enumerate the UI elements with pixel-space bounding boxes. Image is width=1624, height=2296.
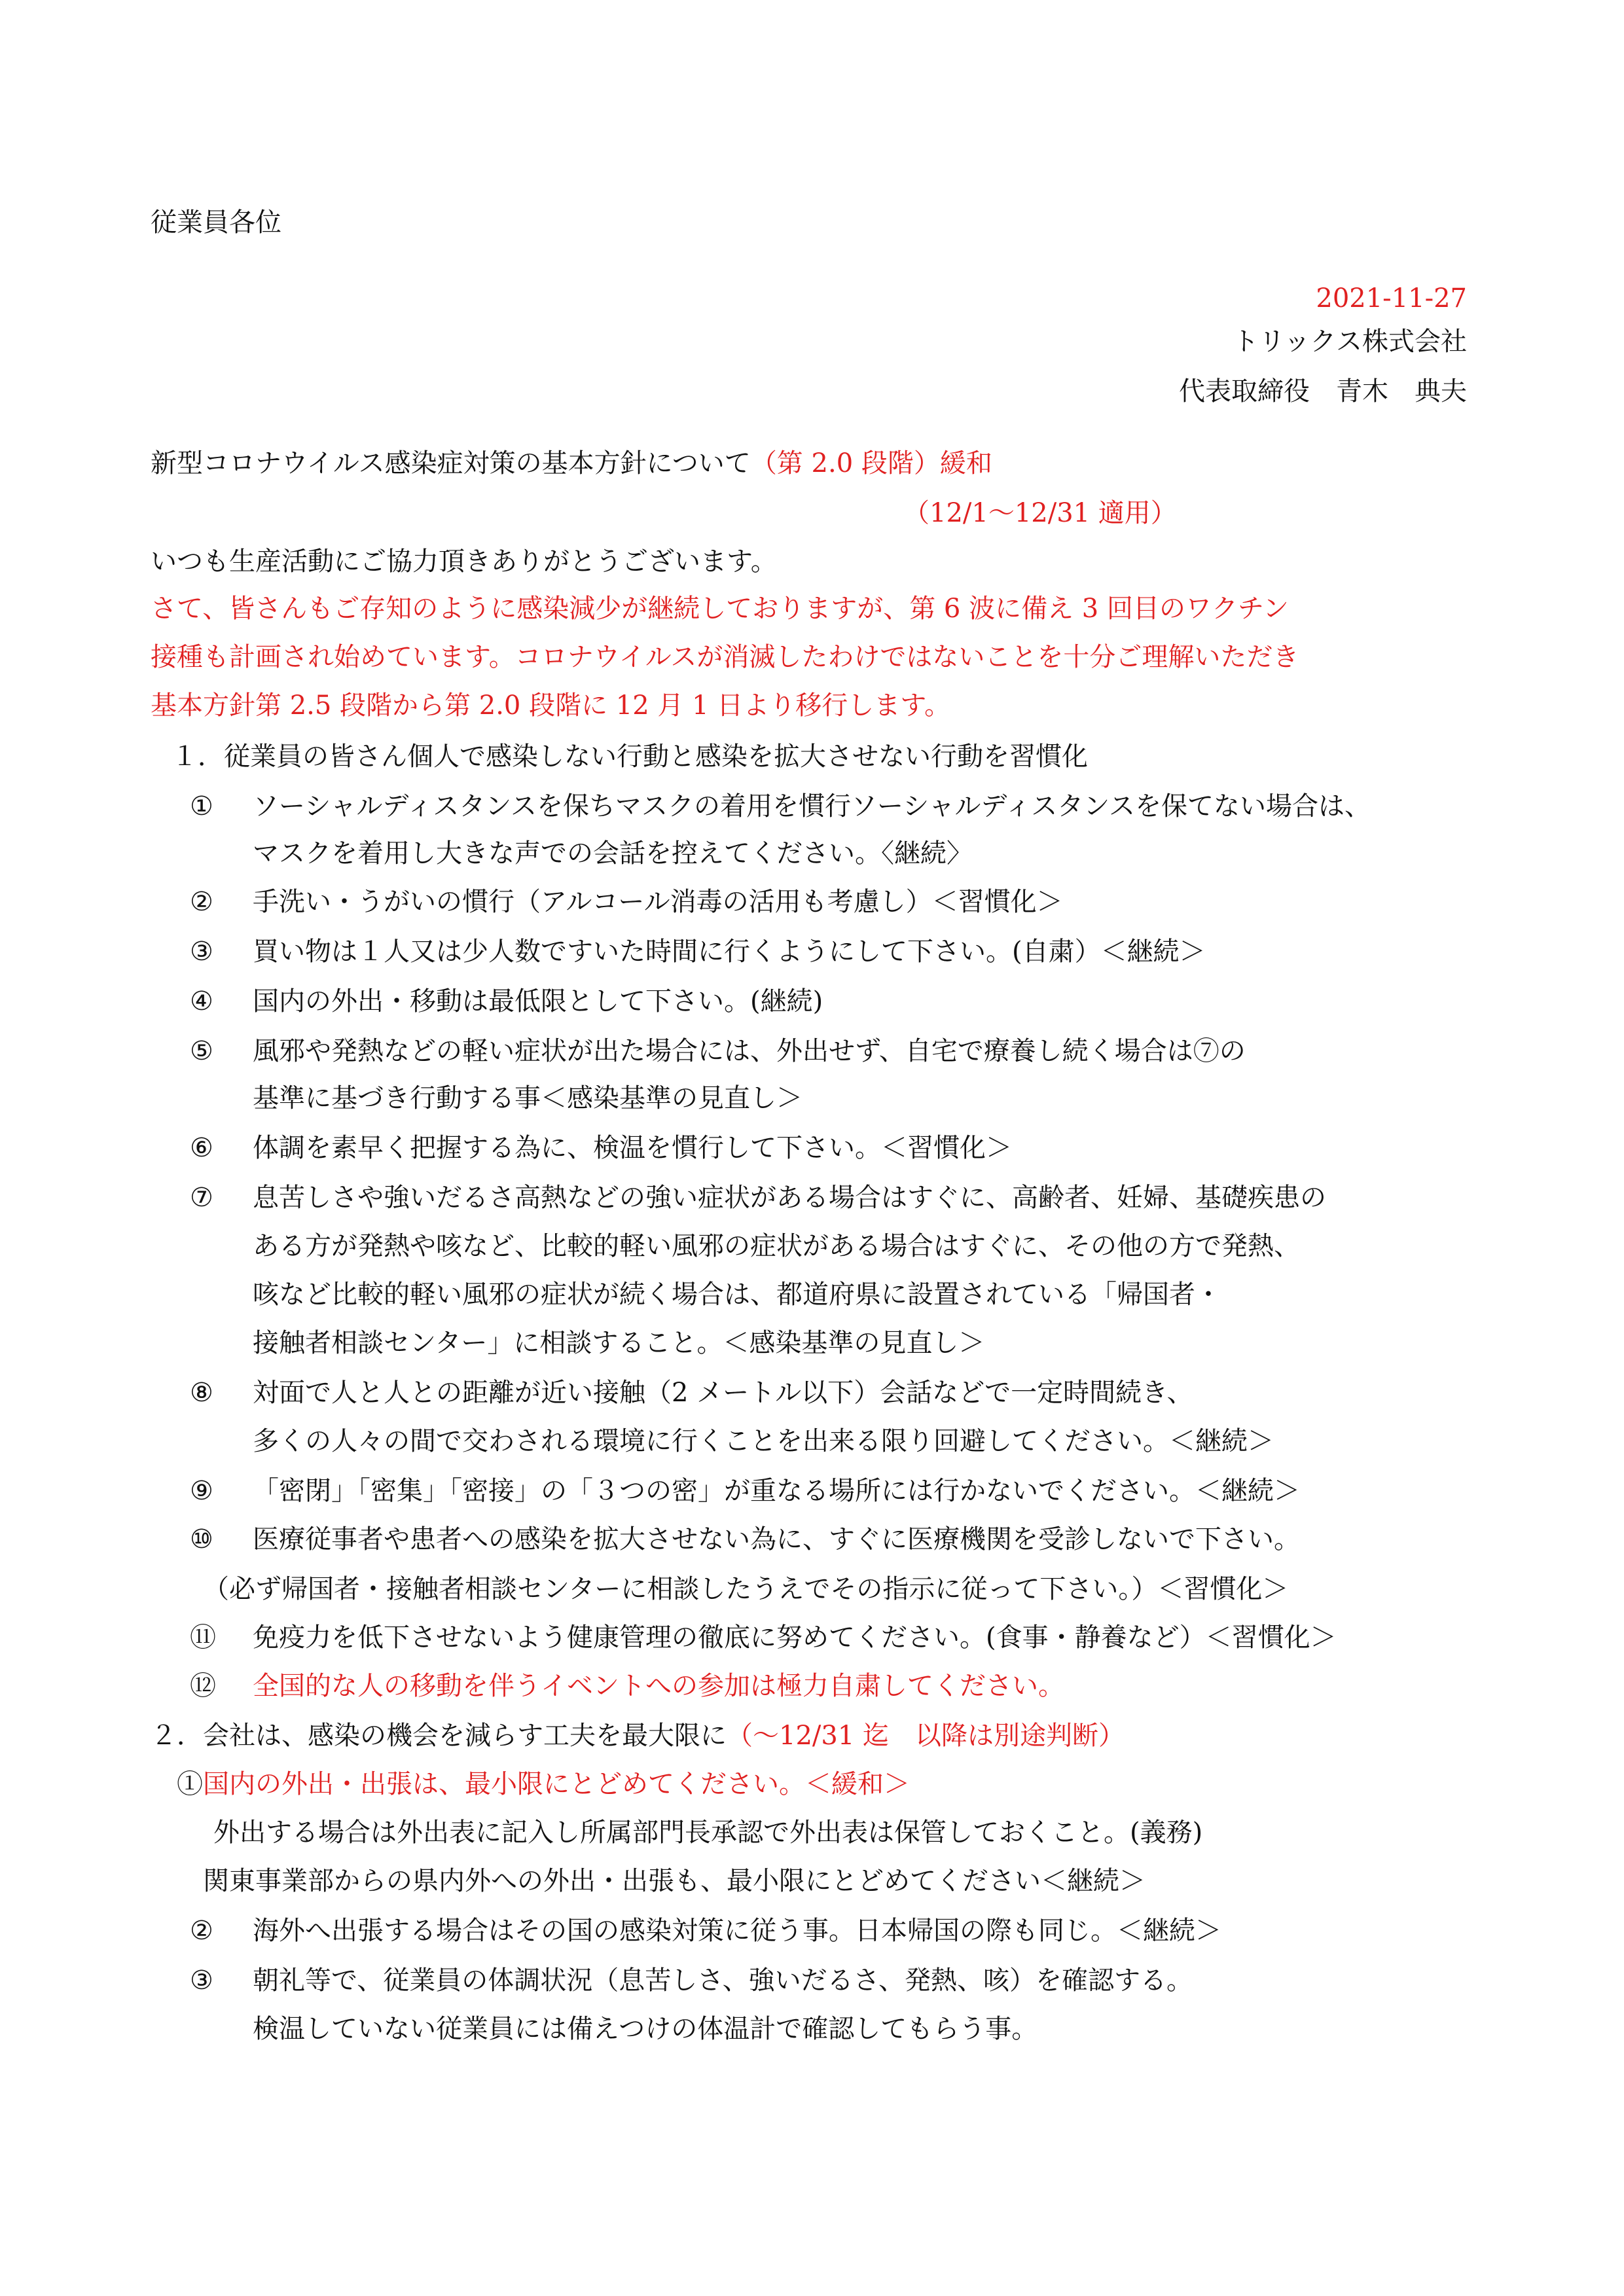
item-text-cont: 多くの人々の間で交わされる環境に行くことを出来る限り回避してください。＜継続＞ (253, 1426, 1274, 1456)
section2-heading-note: （～12/31 迄 以降は別途判断） (727, 1721, 1125, 1751)
list-item (190, 1033, 1246, 1069)
item-number: ④ (190, 986, 213, 1016)
item-text: 手洗い・うがいの慣行（アルコール消毒の活用も考慮し）＜習慣化＞ (253, 887, 1063, 917)
item-text: 朝礼等で、従業員の体調状況（息苦しさ、強いだるさ、発熱、咳）を確認する。 (253, 1965, 1193, 1996)
item-text-cont: 検温していない従業員には備えつけの体温計で確認してもらう事。 (253, 2014, 1038, 2044)
list-item (190, 983, 823, 1020)
item-text-cont: ある方が発熱や咳など、比較的軽い風邪の症状がある場合はすぐに、その他の方で発熱、 (253, 1231, 1300, 1261)
list-item (177, 1766, 910, 1803)
item-text: 国内の外出・移動は最低限として下さい。(継続) (253, 986, 823, 1016)
signatory: 代表取締役 青木 典夫 (1179, 376, 1467, 406)
item-number: ② (190, 1916, 213, 1946)
item-number: ① (190, 791, 213, 821)
item-text-cont: マスクを着用し大きな声での会話を控えてください。〈継続〉 (253, 838, 973, 869)
item-text-cont: 関東事業部からの県内外への外出・出張も、最小限にとどめてください＜継続＞ (203, 1866, 1146, 1896)
section1-heading: １．従業員の皆さん個人で感染しない行動と感染を拡大させない行動を習慣化 (171, 742, 1088, 772)
item-text-cont: 基準に基づき行動する事＜感染基準の見直し＞ (253, 1083, 803, 1113)
item-note: （必ず帰国者・接触者相談センターに相談したうえでその指示に従って下さい。）＜習慣化＞ (203, 1574, 1289, 1604)
notice-line: さて、皆さんもご存知のように感染減少が継続しておりますが、第 6 波に備え 3 回目のワクチン (151, 594, 1289, 624)
title-main: 新型コロナウイルス感染症対策の基本方針について (151, 448, 751, 478)
item-number: ⑫ (190, 1671, 216, 1701)
item-number: ⑨ (190, 1476, 213, 1506)
item-number: ⑥ (190, 1133, 213, 1163)
list-item (190, 1668, 1064, 1704)
section2-heading-text: ２．会社は、感染の機会を減らす工夫を最大限に (151, 1721, 727, 1751)
title-phase: （第 2.0 段階）緩和 (750, 448, 992, 478)
recipient: 従業員各位 (151, 207, 281, 238)
item-text: 国内の外出・出張は、最小限にとどめてください。＜緩和＞ (203, 1769, 910, 1799)
list-item (190, 1473, 1300, 1509)
item-text: 買い物は１人又は少人数ですいた時間に行くようにして下さい。(自粛）＜継続＞ (253, 937, 1206, 967)
title-period: （12/1～12/31 適用） (903, 498, 1177, 528)
item-text: 海外へ出張する場合はその国の感染対策に従う事。日本帰国の際も同じ。＜継続＞ (253, 1916, 1221, 1946)
notice-line: 接種も計画され始めています。コロナウイルスが消滅したわけではないことを十分ご理解いただき (151, 642, 1299, 672)
list-item (190, 788, 1371, 825)
item-text: 全国的な人の移動を伴うイベントへの参加は極力自粛してください。 (253, 1671, 1064, 1701)
list-item (190, 933, 1206, 970)
item-text: 体調を素早く把握する為に、検温を慣行して下さい。＜習慣化＞ (253, 1133, 1012, 1163)
document-date: 2021-11-27 (1316, 283, 1467, 314)
company-name: トリックス株式会社 (1233, 327, 1467, 357)
document-title (151, 445, 992, 482)
list-item (190, 884, 1063, 920)
item-text-cont: 外出する場合は外出表に記入し所属部門長承認で外出表は保管しておくこと。(義務) (213, 1818, 1203, 1848)
list-item (190, 1912, 1221, 1949)
item-number: ⑤ (190, 1036, 213, 1066)
list-item (190, 1179, 1326, 1216)
item-number: ⑪ (190, 1623, 216, 1653)
list-item (190, 1374, 1193, 1411)
item-text: 対面で人と人との距離が近い接触（2 メートル以下）会話などで一定時間続き、 (253, 1378, 1193, 1408)
item-text-cont: 接触者相談センター」に相談すること。＜感染基準の見直し＞ (253, 1328, 985, 1358)
section2-heading (151, 1717, 1125, 1754)
item-number: ⑩ (190, 1524, 213, 1554)
item-text: ソーシャルディスタンスを保ちマスクの着用を慣行ソーシャルディスタンスを保てない場合は、 (253, 791, 1371, 821)
item-number: ① (177, 1769, 203, 1799)
notice-line: 基本方針第 2.5 段階から第 2.0 段階に 12 月 1 日より移行します。 (151, 691, 951, 721)
greeting: いつも生産活動にご協力頂きありがとうございます。 (151, 547, 777, 577)
item-text: 医療従事者や患者への感染を拡大させない為に、すぐに医療機関を受診しないで下さい。 (253, 1524, 1300, 1554)
item-text: 免疫力を低下させないよう健康管理の徹底に努めてください。(食事・静養など）＜習慣化＞ (253, 1623, 1337, 1653)
item-number: ⑦ (190, 1183, 213, 1213)
item-text: 「密閉」「密集」「密接」の「３つの密」が重なる場所には行かないでください。＜継続＞ (253, 1476, 1300, 1506)
list-item (190, 1130, 1012, 1166)
item-text-cont: 咳など比較的軽い風邪の症状が続く場合は、都道府県に設置されている「帰国者・ (253, 1280, 1221, 1310)
list-item (190, 1619, 1337, 1656)
item-number: ② (190, 887, 213, 917)
item-number: ③ (190, 1965, 213, 1996)
list-item (190, 1521, 1300, 1558)
list-item (190, 1962, 1193, 1999)
item-text: 息苦しさや強いだるさ高熱などの強い症状がある場合はすぐに、高齢者、妊婦、基礎疾患の (253, 1183, 1326, 1213)
item-text: 風邪や発熱などの軽い症状が出た場合には、外出せず、自宅で療養し続く場合は⑦の (253, 1036, 1246, 1066)
item-number: ③ (190, 937, 213, 967)
item-number: ⑧ (190, 1378, 213, 1408)
